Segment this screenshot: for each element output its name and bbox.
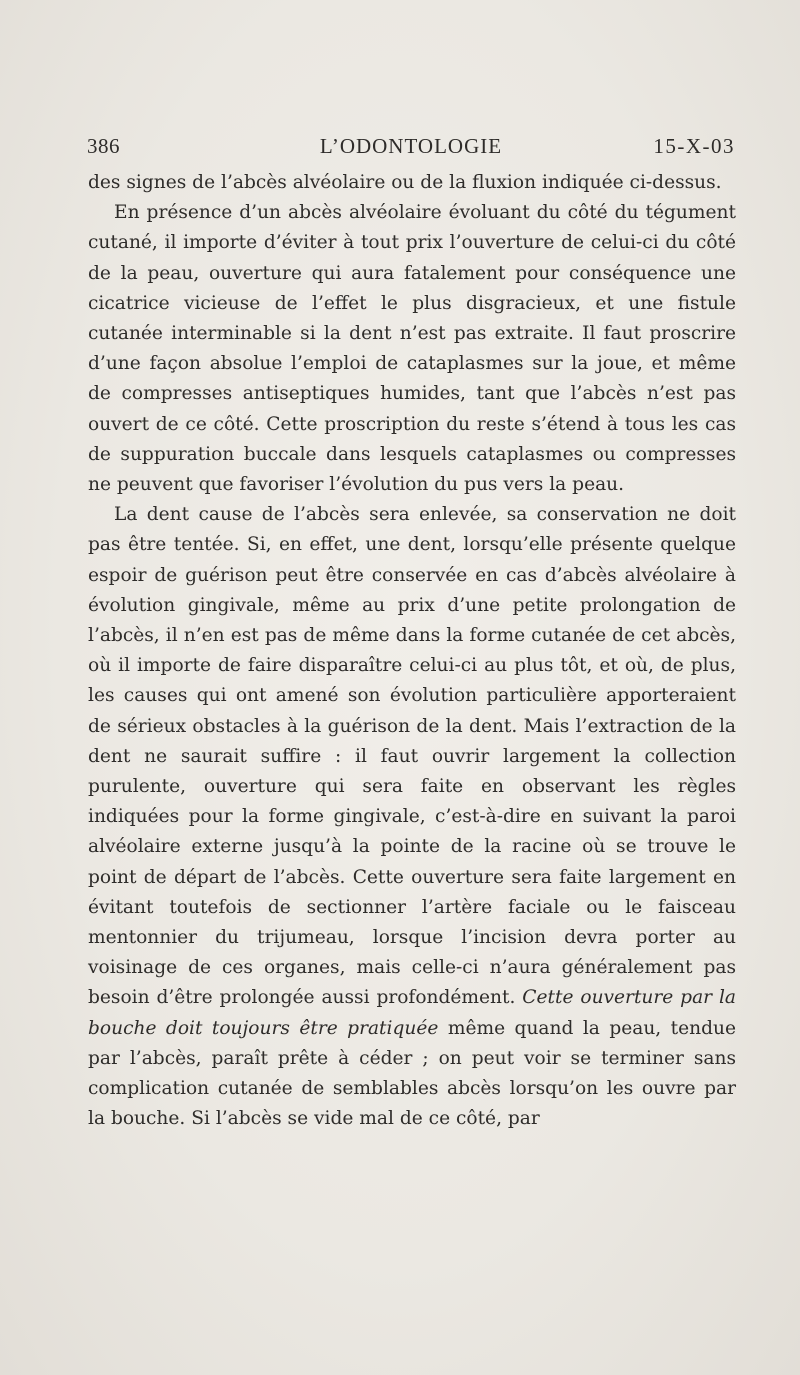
paragraph-text-after: même quand la peau, tendue par l’abcès, paraît prête à céder ; on peut voir se terminer sans complication cutanée de semblables abcès lorsqu’on les ouvre par la bouche. Si l’abcès se vide mal de ce côté, par xyxy=(88,1017,736,1130)
issue-date: 15-X-03 xyxy=(653,134,735,158)
running-title: L’ODONTOLOGIE xyxy=(319,134,503,158)
italic-emphasis: Cette ouverture par la bouche doit toujours être pratiquée xyxy=(88,987,736,1039)
page-header xyxy=(87,130,735,162)
paragraph-text-before: La dent cause de l’abcès sera enlevée, sa conservation ne doit pas être tentée. Si, en effet, une dent, lorsqu’elle présente quelque espoir de guérison peut être conservée en cas d’abcès alvéolaire à évolution gingivale, même au prix d’une petite prolongation de l’abcès, il n’en est pas de même dans la forme cutanée de cet abcès, où il importe de faire disparaître celui-ci au plus tôt, et où, de plus, les causes qui ont amené son évolution particulière apporteraient de sérieux obstacles à la guérison de la dent. Mais l’extraction de la dent ne saurait suffire : il faut ouvrir largement la collection purulente, ouverture qui sera faite en observant les règles indiquées pour la forme gingivale, c’est-à-dire en suivant la paroi alvéolaire externe jusqu’à la pointe de la racine où se trouve le point de départ de l’abcès. Cette ouverture sera faite largement en évitant toutefois de sectionner l’artère faciale ou le faisceau mentonnier du trijumeau, lorsque l’incision devra porter au voisinage de ces organes, mais celle-ci n’aura généralement pas besoin d’être prolongée aussi profondément. xyxy=(88,504,736,1009)
paragraph-continuation: des signes de l’abcès alvéolaire ou de la fluxion indiquée ci-dessus. xyxy=(88,172,722,193)
paragraph-cutaneous-abscess: En présence d’un abcès alvéolaire évoluant du côté du tégument cutané, il importe d’éviter à tout prix l’ouverture de celui-ci du côté de la peau, ouverture qui aura fatalement pour conséquence une cicatrice vicieuse de l’effet le plus disgracieux, et une fistule cutanée interminable si la dent n’est pas extraite. Il faut proscrire d’une façon absolue l’emploi de cataplasmes sur la joue, et même de compresses antiseptiques humides, tant que l’abcès n’est pas ouvert de ce côté. Cette proscription du reste s’étend à tous les cas de suppuration buccale dans lesquels cataplasmes ou compresses ne peuvent que favoriser l’évolution du pus vers la peau. xyxy=(88,202,736,496)
body-text xyxy=(88,168,736,1135)
paragraph-tooth-extraction xyxy=(88,500,736,1134)
page-number: 386 xyxy=(87,134,120,158)
